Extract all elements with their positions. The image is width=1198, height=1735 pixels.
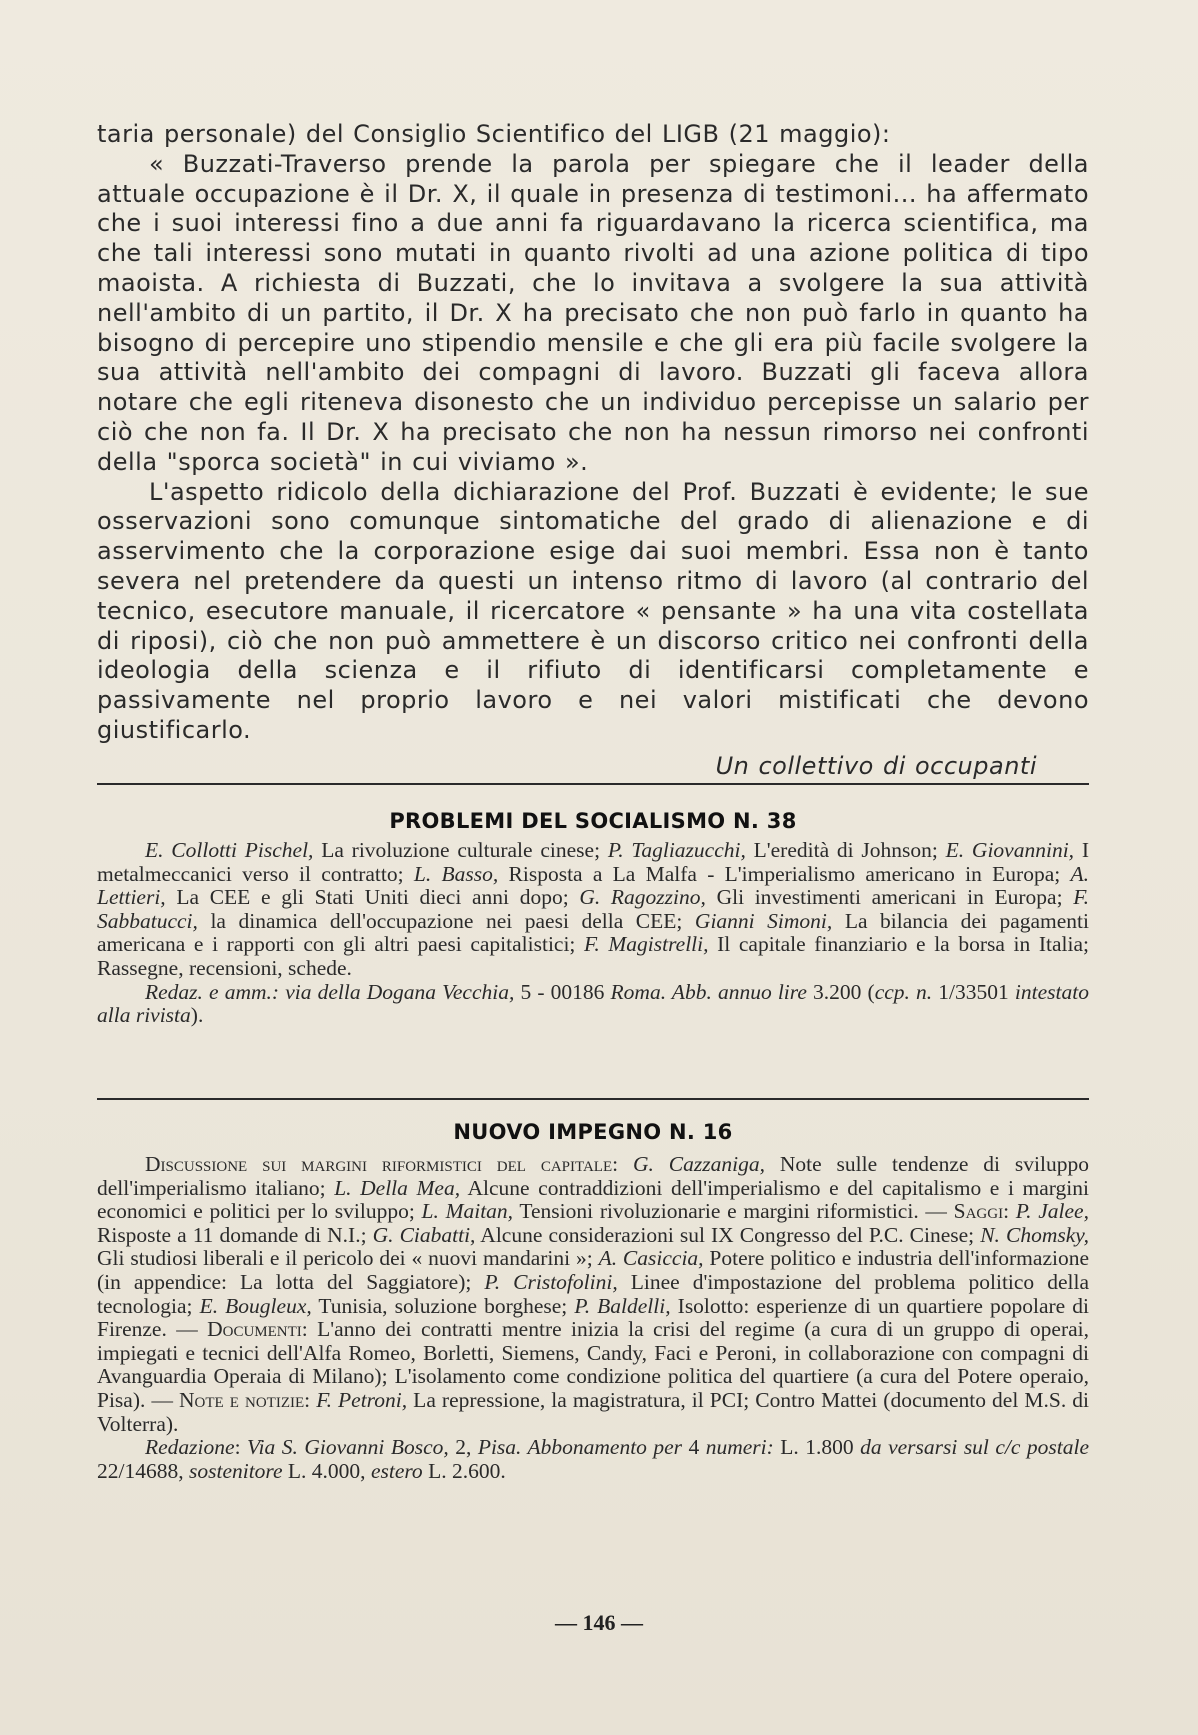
entry-title: La repressione, la magistratura, il PCI; Contro Mattei (documento del M.S. di Volterra). (97, 1387, 1090, 1436)
article-paragraph-1: taria personale) del Consiglio Scientifico del LIGB (21 maggio): (97, 120, 891, 148)
entry-author: Gianni Simoni, (694, 908, 833, 933)
discussione-label: Discussione sui margini riformistici del capitale: (145, 1152, 619, 1176)
entry-title: Linee d'impostazione del problema politico della tecnologia; (97, 1269, 1089, 1318)
entry-author: L. Basso, (413, 861, 499, 886)
entry-title: La rivoluzione culturale cinese; (313, 838, 608, 862)
entry-author: N. Chomsky, (980, 1222, 1089, 1247)
entry-title: Gli studiosi liberali e il pericolo dei « nuovi mandarini »; (97, 1246, 599, 1271)
entry-title: Gli investimenti americani in Europa; (705, 885, 1074, 910)
note-label: Note e notizie: (179, 1387, 311, 1412)
documenti-text: L'anno dei contratti mentre inizia la crisi del regime (a cura di un gruppo di operai, impiegati e tecnici dell'Alfa Romeo, Borletti, Siemens, Candy, Faci e Peroni, in collaborazione con compagni di Avanguardia Operaia di Milano); L'isolamento come condizione politica del quartiere (a cura del Potere operaio, Pisa). — (97, 1317, 1089, 1412)
section-divider-2 (97, 1098, 1089, 1100)
entry-title: L'eredità di Johnson; (745, 838, 946, 862)
section2-heading: NUOVO IMPEGNO N. 16 (453, 1120, 733, 1144)
entry-author: L. Maitan, (421, 1199, 514, 1224)
section1-redazione: Redaz. e amm.: via della Dogana Vecchia, 5 - 00186 Roma. Abb. annuo lire 3.200 (ccp. n. 1/33501 intestato alla rivista). (97, 979, 1089, 1028)
entry-title: Isolotto: esperienze di un quartiere popolare di Firenze. — (97, 1293, 1089, 1342)
article-body (97, 120, 1089, 782)
section2-redazione: Redazione: Via S. Giovanni Bosco, 2, Pisa. Abbonamento per 4 numeri: L. 1.800 da versarsi sul c/c postale 22/14688, sostenitore L. 4.000, estero L. 2.600. (97, 1435, 1090, 1483)
section1-entries (97, 839, 1089, 981)
entry-author: G. Ragozzino, (579, 885, 706, 910)
page-number: — 146 — (555, 1610, 643, 1635)
entry-title: Risposta a La Malfa - L'imperialismo americano in Europa; (498, 861, 1071, 886)
article-paragraph-3: L'aspetto ridicolo della dichiarazione del Prof. Buzzati è evidente; le sue osservazioni sono comunque sintomatiche del grado di alienazione e di asservimento che la corporazione esige dai suoi membri. Essa non è tanto severa nel pretendere da questi un intenso ritmo di lavoro (al contrario del tecnico, esecutore manuale, il ricercatore « pensante » ha una vita costellata di riposi), ciò che non può ammettere è un discorso critico nei confronti della ideologia della scienza e il rifiuto di identificarsi completamente e passivamente nel proprio lavoro e nei valori mistificati che devono giustificarlo. (97, 477, 1089, 744)
saggi-label: Saggi: (953, 1199, 1010, 1224)
entry-title: Alcune considerazioni sul IX Congresso del P.C. Cinese; (475, 1222, 981, 1247)
article-paragraph-2: « Buzzati-Traverso prende la parola per spiegare che il leader della attuale occupazione è il Dr. X, il quale in presenza di testimoni... ha affermato che i suoi interessi fino a due anni fa riguardavano la ricerca scientifica, ma che tali interessi sono mutati in quanto rivolti ad una azione politica di tipo maoista. A richiesta di Buzzati, che lo invitava a svolgere la sua attività nell'ambito di un partito, il Dr. X ha precisato che non può farlo in quanto ha bisogno di percepire uno stipendio mensile e che gli era più facile svolgere la sua attività nell'ambito dei compagni di lavoro. Buzzati gli faceva allora notare che egli riteneva disonesto che un individuo percepisse un salario per ciò che non fa. Il Dr. X ha precisato che non ha nessun rimorso nei confronti della "sporca società" in cui viviamo ». (97, 149, 1089, 476)
entry-author: E. Giovannini, (945, 838, 1075, 862)
entry-author: G. Ciabatti, (372, 1222, 476, 1247)
entry-title: Note sulle tendenze di sviluppo dell'imperialismo italiano; (97, 1152, 1089, 1200)
entry-title: Alcune contraddizioni dell'imperialismo e del capitalismo e i margini economici e politici per lo sviluppo; (97, 1175, 1089, 1224)
section1-tail: Rassegne, recensioni, schede. (97, 955, 352, 980)
entry-author: P. Baldelli, (574, 1293, 671, 1318)
entry-author: P. Jalee, (1015, 1199, 1089, 1224)
section2-body (97, 1153, 1089, 1483)
entry-title: Il capitale finanziario e la borsa in Italia; (708, 932, 1089, 957)
documenti-label: Documenti: (207, 1317, 308, 1342)
entry-title: Risposte a 11 domande di N.I.; (97, 1222, 373, 1247)
entry-title: Tensioni rivoluzionarie e margini riformistici. — (513, 1199, 954, 1224)
entry-title: La CEE e gli Stati Uniti dieci anni dopo; (165, 885, 580, 910)
entry-author: G. Cazzaniga, (632, 1152, 765, 1176)
entry-author: P. Cristofolini, (484, 1269, 618, 1294)
entry-title: I metalmeccanici verso il contratto; (97, 838, 1089, 886)
entry-author: P. Tagliazucchi, (607, 838, 746, 862)
entry-title: la dinamica dell'occupazione nei paesi della CEE; (197, 908, 695, 933)
entry-author: E. Collotti Pischel, (145, 838, 314, 862)
entry-author: F. Sabbatucci, (97, 885, 1089, 933)
entry-author: A. Casiccia, (598, 1246, 704, 1271)
section1-body (97, 839, 1089, 1028)
entry-author: E. Bougleux, (199, 1293, 312, 1318)
entry-author: L. Della Mea, (334, 1175, 461, 1200)
entry-author: F. Magistrelli, (584, 932, 709, 957)
entry-author: F. Petroni, (316, 1387, 408, 1412)
entry-title: La bilancia dei pagamenti americana e i rapporti con gli altri paesi capitalistici; (97, 908, 1089, 957)
section1-heading: PROBLEMI DEL SOCIALISMO N. 38 (389, 809, 797, 833)
entry-title: Potere politico e industria dell'informazione (in appendice: La lotta del Saggiatore); (97, 1246, 1089, 1294)
article-signature: Un collettivo di occupanti (715, 751, 1037, 780)
entry-author: A. Lettieri, (97, 861, 1090, 910)
section-divider-1 (97, 783, 1089, 785)
entry-title: Tunisia, soluzione borghese; (311, 1293, 575, 1318)
section2-contents (97, 1153, 1089, 1436)
